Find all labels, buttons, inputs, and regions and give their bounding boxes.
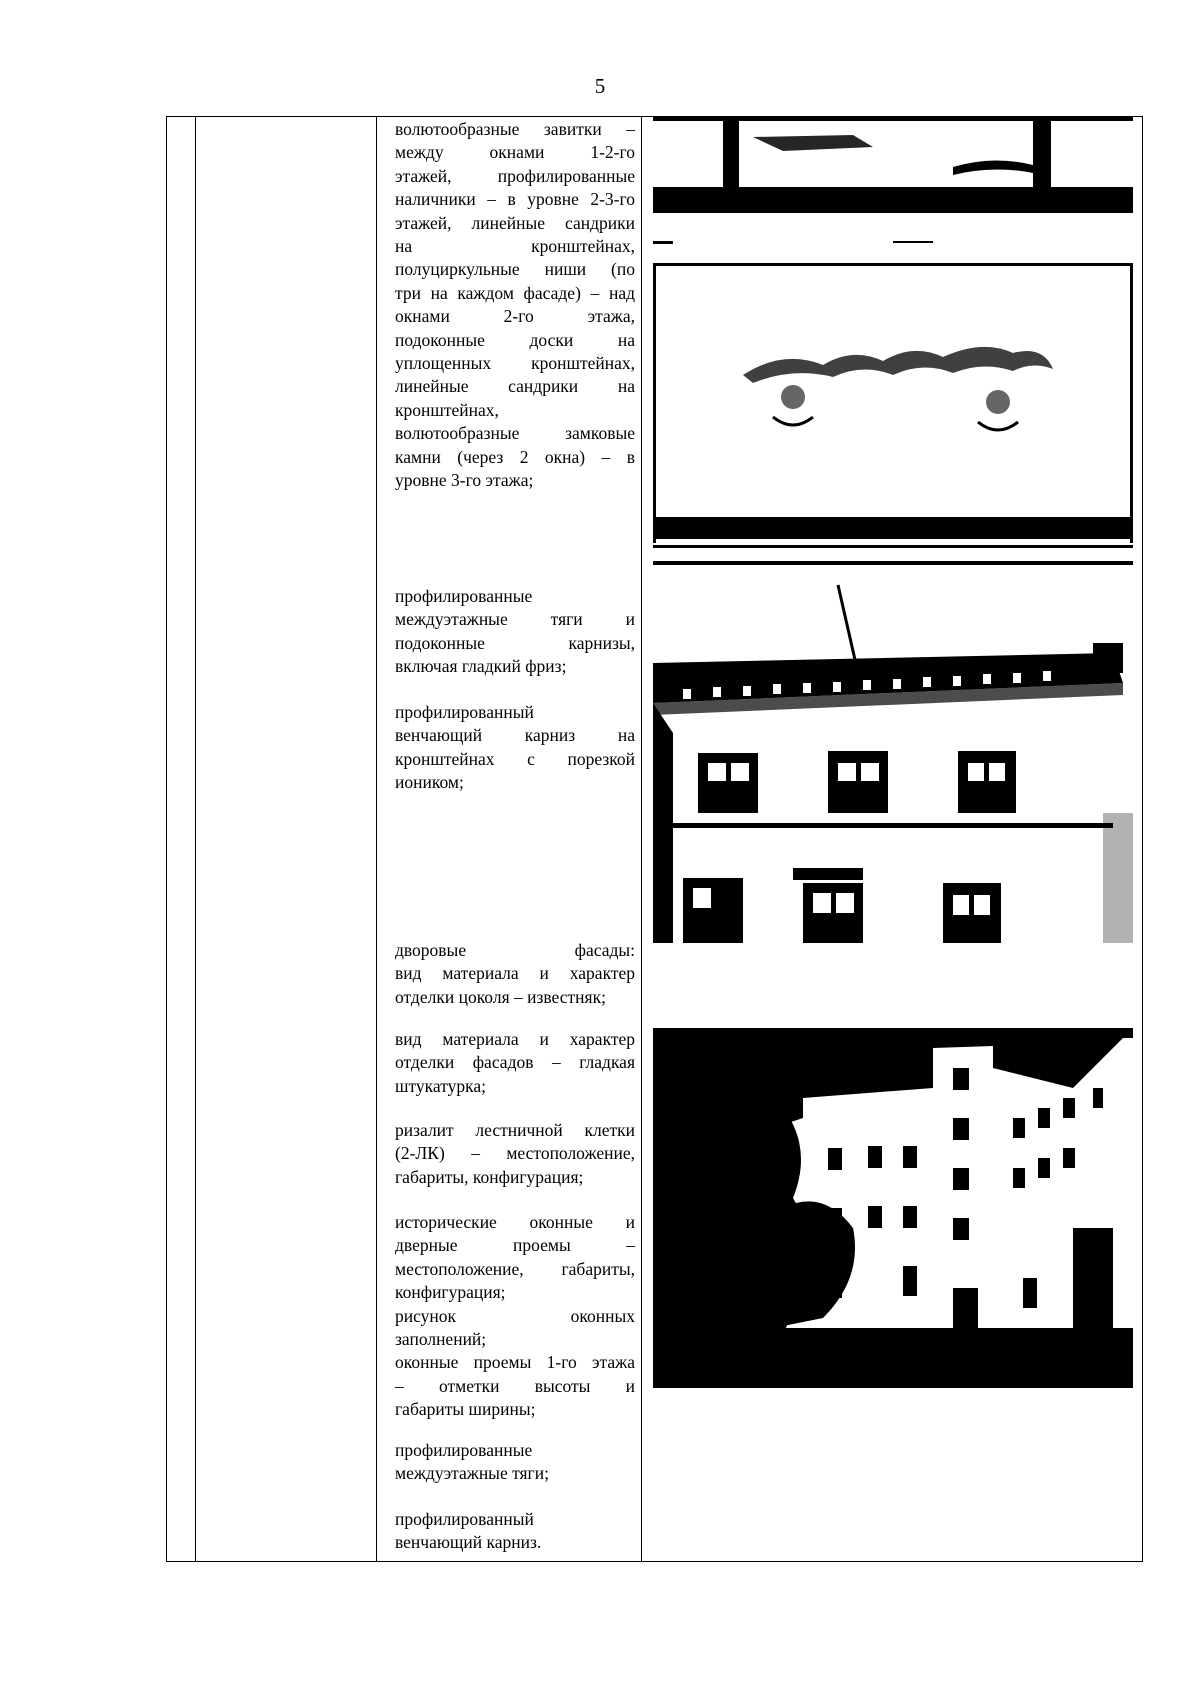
table-column-divider-1 xyxy=(195,117,196,1561)
description-paragraph xyxy=(395,1439,635,1486)
description-line: (2-ЛК) – местоположение, xyxy=(395,1143,635,1164)
photo-facade-decor-detail xyxy=(653,117,1133,575)
description-line: кронштейнах, xyxy=(395,399,499,420)
table-column-divider-3 xyxy=(641,117,642,1561)
description-line: штукатурка; xyxy=(395,1075,486,1096)
description-line: междуэтажные тяги; xyxy=(395,1463,549,1484)
description-line: рисунок оконных xyxy=(395,1305,635,1326)
description-line: линейные сандрики на xyxy=(395,376,635,397)
photo-facade-cornice-image xyxy=(653,583,1133,943)
description-line: профилированный xyxy=(395,1509,534,1529)
description-line: венчающий карниз. xyxy=(395,1532,542,1553)
description-line: наличники – в уровне 2-3-го xyxy=(395,189,635,210)
description-paragraph xyxy=(395,1119,635,1189)
photo-facade-decor-detail-image xyxy=(653,117,1133,575)
description-line: этажей, профилированные xyxy=(395,165,635,186)
description-paragraph xyxy=(395,1508,635,1555)
description-line: подоконные карнизы, xyxy=(395,632,635,653)
description-line: исторические оконные и xyxy=(395,1212,635,1232)
description-line: отделки цоколя – известняк; xyxy=(395,986,606,1007)
description-line: габариты, конфигурация; xyxy=(395,1166,584,1187)
description-line: заполнений; xyxy=(395,1329,487,1350)
description-line: окнами 2-го этажа, xyxy=(395,306,635,327)
description-paragraph xyxy=(395,1028,635,1098)
description-line: местоположение, габариты, xyxy=(395,1258,635,1279)
description-line: профилированный xyxy=(395,702,534,722)
description-line: венчающий карниз на xyxy=(395,725,635,746)
photo-courtyard-facades xyxy=(653,1028,1133,1388)
description-line: оконные проемы 1-го этажа xyxy=(395,1352,635,1373)
description-line: полуциркульные ниши (по xyxy=(395,259,635,280)
description-line: подоконные доски на xyxy=(395,329,635,350)
description-paragraph xyxy=(395,701,635,795)
description-line: между окнами 1-2-го xyxy=(395,142,635,163)
description-line: на кронштейнах, xyxy=(395,236,635,257)
table-column-divider-2 xyxy=(376,117,377,1561)
description-line: камни (через 2 окна) – в xyxy=(395,446,635,467)
description-line: уплощенных кронштейнах, xyxy=(395,353,635,374)
description-line: ризалит лестничной клетки xyxy=(395,1120,635,1140)
description-paragraph xyxy=(395,939,635,1009)
description-line: три на каждом фасаде) – над xyxy=(395,282,635,303)
description-line: профилированные xyxy=(395,586,533,606)
description-column xyxy=(387,117,633,1561)
description-paragraph xyxy=(395,585,635,679)
description-line: отделки фасадов – гладкая xyxy=(395,1052,635,1073)
description-line: этажей, линейные сандрики xyxy=(395,212,635,233)
description-line: иоником; xyxy=(395,772,464,793)
photo-courtyard-facades-image xyxy=(653,1028,1133,1388)
description-line: волютообразные завитки – xyxy=(395,119,635,139)
page-number: 5 xyxy=(594,74,606,98)
document-table xyxy=(166,116,1143,1562)
description-line: кронштейнах с порезкой xyxy=(395,748,635,769)
description-line: профилированные xyxy=(395,1440,533,1460)
description-paragraph xyxy=(395,118,635,493)
photo-facade-cornice xyxy=(653,583,1133,943)
description-paragraph xyxy=(395,1211,635,1422)
description-line: дворовые фасады: xyxy=(395,940,635,960)
description-line: – отметки высоты и xyxy=(395,1375,635,1396)
description-line: габариты ширины; xyxy=(395,1399,536,1420)
description-line: конфигурация; xyxy=(395,1282,506,1303)
description-line: уровне 3-го этажа; xyxy=(395,470,534,491)
description-line: включая гладкий фриз; xyxy=(395,656,567,677)
description-line: вид материала и характер xyxy=(395,1029,635,1049)
description-line: дверные проемы – xyxy=(395,1235,635,1256)
description-line: междуэтажные тяги и xyxy=(395,609,635,630)
description-line: волютообразные замковые xyxy=(395,423,635,444)
description-line: вид материала и характер xyxy=(395,963,635,984)
